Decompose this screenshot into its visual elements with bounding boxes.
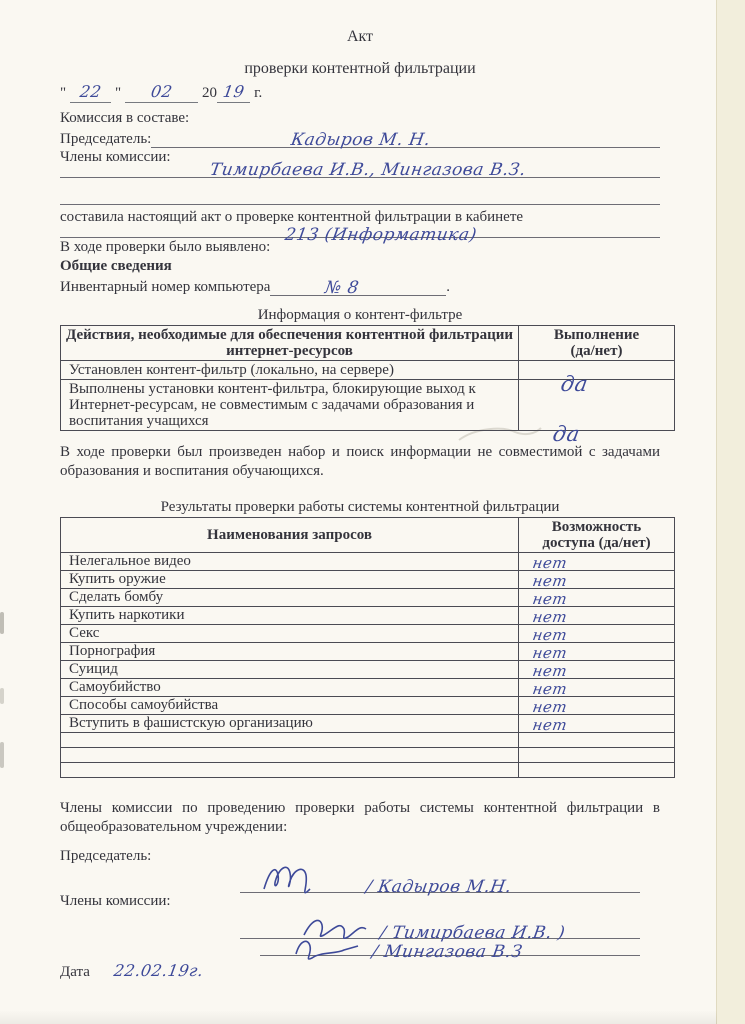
- table-row: [61, 589, 675, 607]
- commission-heading: Комиссия в составе:: [60, 110, 190, 126]
- access-cell: [519, 715, 675, 733]
- query-cell: Способы самоубийства: [61, 697, 519, 715]
- handwritten-access: нет: [531, 572, 569, 590]
- members-note-paragraph: Члены комиссии по проведению проверки работы системы контентной фильтрации в общеобразовательном учреждении:: [60, 800, 660, 835]
- handwritten-inventory-number: № 8: [323, 278, 361, 298]
- content-filter-table: [60, 325, 675, 446]
- access-cell: [519, 643, 675, 661]
- table-row: [61, 607, 675, 625]
- handwritten-access: нет: [531, 626, 569, 644]
- members-write-line: [60, 160, 660, 180]
- inventory-label: Инвентарный номер компьютера: [60, 279, 271, 295]
- chairman-signature-line: [151, 127, 660, 148]
- signature-flourish: [260, 859, 356, 897]
- inventory-row: [60, 276, 450, 296]
- scan-edge-smudge: [0, 742, 4, 768]
- empty-table-row: [61, 748, 675, 763]
- handwritten-chairman-name: Кадыров М. Н.: [289, 130, 433, 150]
- handwritten-access: нет: [531, 680, 569, 698]
- member2-signature: [290, 934, 522, 962]
- open-quote: ": [60, 85, 67, 101]
- action-cell: Установлен контент-фильтр (локально, на сервере): [61, 361, 519, 380]
- document-title: Акт: [346, 28, 374, 45]
- handwritten-access: нет: [531, 698, 569, 716]
- handwritten-access: нет: [531, 554, 569, 572]
- chairman-signature-row: [240, 868, 640, 897]
- scan-bottom-shadow: [0, 1010, 717, 1024]
- signature-members-label: Члены комиссии:: [60, 893, 171, 909]
- handwritten-access: нет: [531, 608, 569, 626]
- handwritten-access: нет: [531, 644, 569, 662]
- member2-signature-row: [260, 938, 640, 962]
- scan-edge-smudge: [0, 612, 4, 634]
- query-cell: Порнография: [61, 643, 519, 661]
- handwritten-cabinet: 213 (Информатика): [283, 225, 479, 245]
- scan-edge-smudge: [0, 688, 4, 704]
- action-cell: Выполнены установки контент-фильтра, блокирующие выход к Интернет-ресурсам, не совместимым с задачами образования и воспитания учащихся: [61, 380, 519, 431]
- table-header-row: [61, 518, 675, 553]
- year-suffix: г.: [254, 85, 263, 101]
- access-cell: [519, 697, 675, 715]
- query-cell: Вступить в фашистскую организацию: [61, 715, 519, 733]
- table1-caption: Информация о контент-фильтре: [257, 307, 463, 323]
- handwritten-month: 02: [125, 82, 198, 103]
- signature-flourish: [290, 934, 362, 962]
- handwritten-day: 22: [70, 82, 111, 103]
- access-cell: [519, 553, 675, 571]
- table2-caption: Результаты проверки работы системы контентной фильтрации: [160, 499, 560, 515]
- handwritten-member1-name: / Тимирбаева И.В. ): [378, 923, 567, 943]
- table-row: [61, 553, 675, 571]
- handwritten-year: 19: [217, 82, 250, 103]
- handwritten-access: нет: [531, 590, 569, 608]
- handwritten-result: да: [559, 372, 590, 396]
- access-cell: [519, 625, 675, 643]
- handwritten-result: да: [551, 422, 582, 446]
- result-cell: [519, 380, 675, 446]
- access-cell: [519, 571, 675, 589]
- access-cell: [519, 607, 675, 625]
- handwritten-members-names: Тимирбаева И.В., Мингазова В.З.: [208, 160, 528, 180]
- table-row: [61, 643, 675, 661]
- query-results-table: [60, 517, 675, 778]
- table-row: [61, 715, 675, 733]
- inventory-write-line: [270, 275, 446, 296]
- access-cell: [519, 661, 675, 679]
- signature-chairman-label: Председатель:: [60, 848, 152, 864]
- scanner-edge-strip: [716, 0, 745, 1024]
- query-cell: Секс: [61, 625, 519, 643]
- handwritten-access: нет: [531, 716, 569, 734]
- general-info-heading: Общие сведения: [60, 258, 172, 274]
- table1-col2-header: Выполнение (да/нет): [519, 326, 675, 361]
- access-cell: [519, 679, 675, 697]
- query-cell: Купить наркотики: [61, 607, 519, 625]
- table2-col2-header: Возможность доступа (да/нет): [519, 518, 675, 553]
- year-prefix: 20: [201, 85, 217, 101]
- chairman-row: [60, 128, 660, 148]
- table-header-row: [61, 326, 675, 361]
- query-cell: Купить оружие: [61, 571, 519, 589]
- table1-col1-header: Действия, необходимые для обеспечения контентной фильтрации интернет-ресурсов: [61, 326, 519, 361]
- empty-write-line: [60, 178, 660, 205]
- inventory-period: .: [446, 279, 450, 295]
- date-label: Дата: [60, 964, 90, 980]
- result-cell: [519, 361, 675, 396]
- table-row: [61, 625, 675, 643]
- table-row: [61, 697, 675, 715]
- handwritten-chairman-signature-name: / Кадыров М.Н.: [364, 877, 514, 897]
- chairman-signature: [260, 859, 512, 897]
- date-line: [60, 82, 660, 103]
- empty-table-row: [61, 763, 675, 778]
- table-row: [61, 571, 675, 589]
- table2-col1-header: Наименования запросов: [61, 518, 519, 553]
- handwritten-member2-name: / Мингазова В.З: [370, 942, 524, 962]
- document-content: [60, 20, 660, 981]
- query-cell: Суицид: [61, 661, 519, 679]
- table-row: [61, 679, 675, 697]
- handwritten-access: нет: [531, 662, 569, 680]
- query-cell: Самоубийство: [61, 679, 519, 697]
- table-row: [61, 661, 675, 679]
- access-cell: [519, 589, 675, 607]
- query-cell: Нелегальное видео: [61, 553, 519, 571]
- empty-table-row: [61, 733, 675, 748]
- query-cell: Сделать бомбу: [61, 589, 519, 607]
- findings-line: В ходе проверки было выявлено:: [60, 239, 271, 255]
- members-label: Члены комиссии:: [60, 149, 171, 165]
- table-row: [61, 361, 675, 380]
- close-quote: ": [114, 85, 122, 101]
- composed-line: составила настоящий акт о проверке контентной фильтрации в кабинете: [60, 209, 524, 225]
- handwritten-date: 22.02.19г.: [112, 961, 205, 980]
- search-note-paragraph: В ходе проверки был произведен набор и поиск информации не совместимой с задачами образования и воспитания обучающихся.: [60, 444, 660, 479]
- document-subtitle: проверки контентной фильтрации: [244, 60, 476, 77]
- date-row: [60, 961, 660, 981]
- chairman-label: Председатель:: [60, 131, 152, 147]
- cabinet-write-line: [60, 225, 660, 245]
